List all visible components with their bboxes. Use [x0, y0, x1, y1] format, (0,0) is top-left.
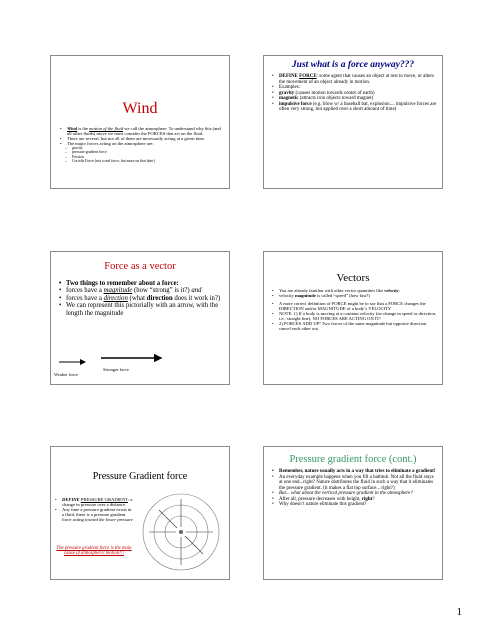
text: (causes motion towards center of earth)	[294, 90, 375, 96]
bullet: • Why doesn’t nature eliminate this gradient?	[272, 502, 438, 508]
force-arrows-diagram	[51, 352, 230, 385]
sub-bullet: – gravity	[60, 146, 226, 150]
slide-pressure-gradient-cont	[263, 446, 443, 580]
bullet: • NOTE: 1) If a body is moving at a constant velocity (no change in speed or direction, i.e., straight line), NO FORCES ARE ACTING ON IT!	[272, 311, 438, 321]
text: forces have a	[66, 294, 104, 302]
text: Any time a pressure gradient exists in a fluid, there is a pressure gradient force acting	[62, 507, 132, 523]
slide-title: Force as a vector	[104, 261, 176, 272]
bullet: • Examples:	[272, 85, 438, 91]
text: velocity	[279, 293, 295, 299]
bullet-list	[272, 469, 438, 508]
low-center-dot	[179, 530, 183, 534]
slide-wind	[50, 55, 230, 189]
gradient-arrow	[185, 536, 203, 554]
bullet-list	[272, 288, 438, 331]
bullet	[59, 295, 225, 302]
text: (attracts iron objects toward magnet)	[298, 96, 374, 101]
gradient-arrow	[159, 510, 177, 528]
text: forces have a	[66, 287, 104, 295]
emphasis: and	[191, 287, 202, 295]
bullet: • The major forces acting on the atmosphere are:	[60, 141, 226, 146]
slide-title: Pressure Gradient force	[92, 471, 188, 482]
bullet	[272, 102, 438, 113]
bullet	[60, 126, 226, 136]
text: DEFINE	[279, 74, 300, 79]
bullet	[59, 287, 225, 294]
keyword: gravity	[279, 90, 295, 96]
slide-force-vector	[50, 251, 230, 385]
text: After all, pressure decreases with height,	[279, 496, 362, 502]
emphasis: Wind	[67, 126, 78, 131]
emphasis: toward the lower pressure	[84, 517, 133, 523]
sub-bullet: – Coriolis Force (not a real force, but more on that later)	[60, 159, 226, 163]
strong-force-label: Stronger force	[103, 367, 129, 372]
bullet: • We can represent this pictorially with an arrow, with the length the magnitude	[59, 302, 225, 317]
text: : a change in pressure over a distance.	[62, 497, 133, 508]
sub-bullet: – Friction	[60, 155, 226, 159]
bullet-list	[55, 497, 133, 522]
bullet-list	[59, 280, 225, 317]
page-number: 1	[456, 606, 462, 618]
bullet	[55, 507, 133, 522]
text: does it work in?)	[172, 294, 221, 302]
bullet: • But... what about the vertical pressure gradient in the atmosphere?	[272, 491, 438, 497]
weak-force-label: Weaker force	[54, 372, 78, 377]
text: we call the atmosphere. To understand why this (and all other fluids) move we must consider the FORCES that act on the fluid.	[67, 126, 221, 137]
slide-title: Vectors	[336, 272, 370, 284]
slide-force-definition	[263, 55, 443, 189]
bullet-list	[272, 74, 438, 113]
keyword: magnetic	[279, 96, 299, 101]
bullet: • There are several, but not all of them are necessarily acting at a given time.	[60, 136, 226, 141]
slide-vectors	[263, 251, 443, 385]
keyword: direction	[146, 294, 173, 302]
slide-pressure-gradient	[50, 446, 230, 580]
emphasis: direction	[103, 294, 128, 302]
bullet: • A more correct definition of FORCE might be to say that a FORCE changes the DIRECTION and/or MAGNITUDE of a body’s VELOCITY	[272, 301, 438, 311]
bullet: • Two things to remember about a force:	[59, 280, 225, 287]
emphasis: velocity	[384, 288, 399, 293]
text: DEFINE	[62, 497, 81, 502]
sub-bullet: – pressure gradient force	[60, 150, 226, 154]
bullet: • An everyday example happens when you fill a bathtub. Not all the fluid stays at one end...right? Nature distributes the fluid in such a way that it eliminates the pressure gradient. (it makes a flat top surface... right?)	[272, 475, 438, 492]
bullet: • 2) FORCES ADD UP! Two forces of the same magnitude but opposite direction cancel each other out	[272, 321, 438, 331]
bullet-list	[60, 126, 226, 163]
keyword: PRESSURE GRADIENT	[80, 497, 128, 502]
text: (e.g. blow w/ a baseball bat, explosion.... impulsive forces are often very strong, but applied over a short amount of time)	[279, 101, 437, 112]
keyword: impulsive force	[279, 101, 312, 107]
highlight-statement: The pressure gradient force is the main cause of atmospheric motion!!!	[56, 546, 132, 557]
text: :	[398, 288, 400, 293]
keyword: FORCE	[299, 74, 317, 79]
bullet: • Remember, nature usually acts in a way that tries to eliminate a gradient!	[272, 469, 438, 475]
emphasis: motion of the fluid	[89, 126, 123, 131]
slide-title: Just what is a force anyway???	[291, 60, 415, 70]
bullet	[272, 293, 438, 298]
text: (what	[127, 294, 147, 302]
bullet	[272, 74, 438, 85]
slide-title: Wind	[122, 100, 158, 117]
text: ?	[372, 496, 375, 502]
pressure-isobar-diagram	[135, 491, 227, 573]
keyword: magnitude	[294, 293, 316, 299]
bullet	[55, 497, 133, 507]
text: : some agent that causes an object at rest to move, or alters the movement of an object already in motion.	[279, 74, 434, 85]
text: (how “strong” is it?)	[132, 287, 192, 295]
slide-title: Pressure gradient force (cont.)	[289, 454, 417, 465]
keyword: right	[361, 496, 373, 502]
text: You are already familiar with other vector quantities like	[279, 288, 385, 293]
emphasis: magnitude	[103, 287, 133, 295]
text: is the	[77, 126, 90, 131]
text: is called “speed” (how fast?)	[315, 293, 370, 299]
